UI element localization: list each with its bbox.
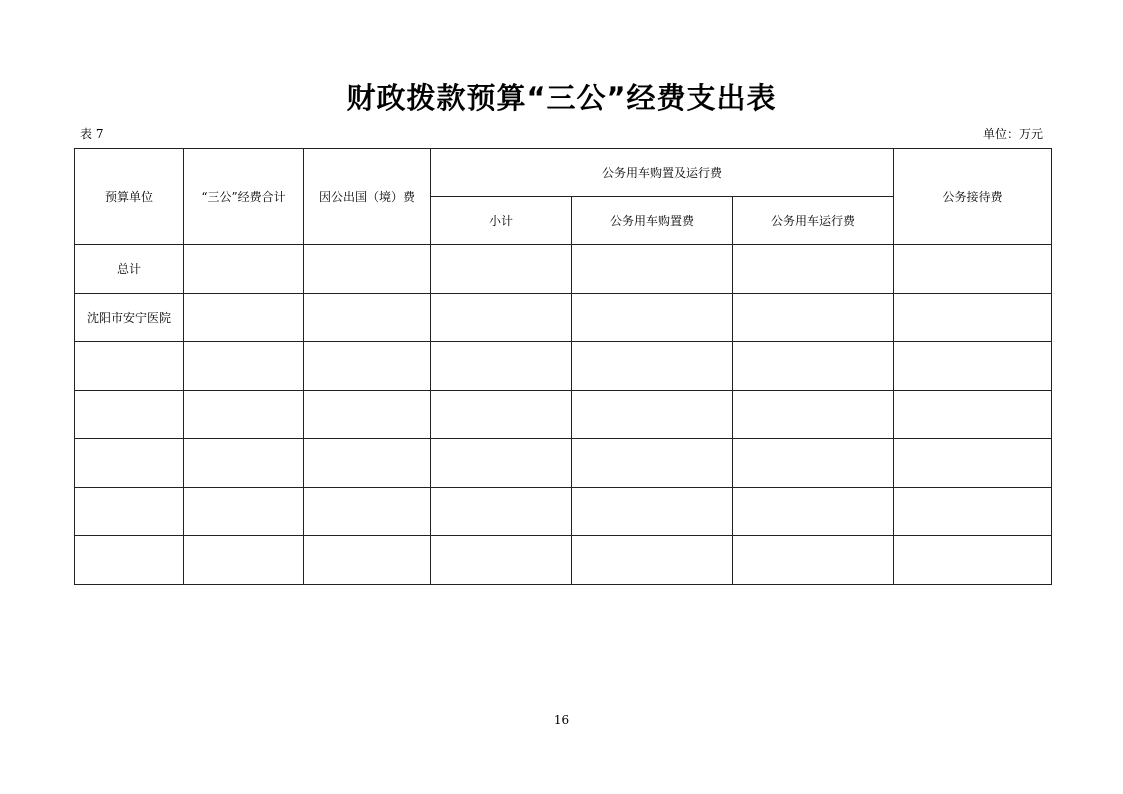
cell-subtotal	[431, 342, 572, 391]
cell-purchase	[572, 245, 733, 294]
cell-purchase	[572, 390, 733, 439]
cell-unit	[75, 536, 184, 585]
cell-total	[184, 245, 304, 294]
cell-abroad	[304, 293, 431, 342]
cell-purchase	[572, 487, 733, 536]
cell-purchase	[572, 342, 733, 391]
cell-operation	[733, 390, 894, 439]
cell-abroad	[304, 439, 431, 488]
cell-subtotal	[431, 439, 572, 488]
unit-label: 单位：万元	[982, 127, 1043, 141]
cell-unit	[75, 487, 184, 536]
cell-total	[184, 342, 304, 391]
cell-reception	[894, 293, 1052, 342]
cell-subtotal	[431, 390, 572, 439]
cell-purchase	[572, 439, 733, 488]
cell-unit	[75, 390, 184, 439]
cell-subtotal	[431, 536, 572, 585]
cell-reception	[894, 342, 1052, 391]
cell-total	[184, 293, 304, 342]
cell-abroad	[304, 536, 431, 585]
cell-unit	[75, 342, 184, 391]
cell-operation	[733, 245, 894, 294]
header-abroad: 因公出国（境）费	[304, 149, 431, 245]
header-total: “三公”经费合计	[184, 149, 304, 245]
cell-reception	[894, 536, 1052, 585]
cell-purchase	[572, 536, 733, 585]
cell-subtotal	[431, 293, 572, 342]
header-row	[75, 149, 1052, 197]
header-vehicle-purchase: 公务用车购置费	[572, 197, 733, 245]
cell-total	[184, 536, 304, 585]
cell-total	[184, 487, 304, 536]
cell-reception	[894, 245, 1052, 294]
cell-reception	[894, 487, 1052, 536]
table-row	[75, 293, 1052, 342]
cell-subtotal	[431, 487, 572, 536]
cell-unit	[75, 439, 184, 488]
cell-abroad	[304, 487, 431, 536]
cell-total	[184, 439, 304, 488]
page-title: 财政拨款预算“三公”经费支出表	[346, 81, 777, 115]
cell-subtotal	[431, 245, 572, 294]
cell-operation	[733, 439, 894, 488]
header-vehicle-subtotal: 小计	[431, 197, 572, 245]
cell-unit: 沈阳市安宁医院	[75, 293, 184, 342]
cell-operation	[733, 342, 894, 391]
table-row	[75, 487, 1052, 536]
cell-unit: 总计	[75, 245, 184, 294]
cell-total	[184, 390, 304, 439]
cell-operation	[733, 293, 894, 342]
table-row	[75, 390, 1052, 439]
page-number: 16	[553, 713, 570, 727]
header-reception: 公务接待费	[894, 149, 1052, 245]
cell-abroad	[304, 245, 431, 294]
cell-operation	[733, 536, 894, 585]
cell-reception	[894, 390, 1052, 439]
cell-operation	[733, 487, 894, 536]
cell-reception	[894, 439, 1052, 488]
table-row	[75, 439, 1052, 488]
header-vehicle-group: 公务用车购置及运行费	[431, 149, 894, 197]
cell-purchase	[572, 293, 733, 342]
table-row	[75, 536, 1052, 585]
table-number: 表 7	[80, 127, 104, 141]
header-unit: 预算单位	[75, 149, 184, 245]
table-row	[75, 245, 1052, 294]
cell-abroad	[304, 390, 431, 439]
three-public-expenses-table	[74, 148, 1052, 585]
header-vehicle-operation: 公务用车运行费	[733, 197, 894, 245]
table-row	[75, 342, 1052, 391]
cell-abroad	[304, 342, 431, 391]
